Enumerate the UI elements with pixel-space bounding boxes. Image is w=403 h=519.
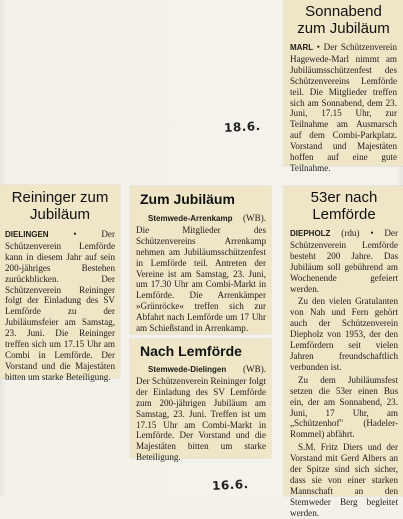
headline: 53er nach Lemförde	[310, 189, 378, 223]
source: (WB).	[243, 364, 266, 374]
clipping-53er-nach-lemfoerde	[284, 186, 403, 518]
article-text: • Der Schützenverein Lemförde besteht 200 Jahre. Das Jubiläum soll gebührend am Wochenende gefeiert werden.	[290, 228, 398, 294]
handwritten-date-bottom: 16.6.	[211, 477, 250, 493]
headline: Zum Jubiläum	[140, 191, 235, 207]
dateline: DIELINGEN	[5, 230, 49, 239]
headline: Reininger zum Jubiläum	[11, 189, 109, 223]
article-paragraph-1	[290, 228, 398, 294]
article-text: Der Schützenverein Reininger folgt der Einladung des SV Lemförde zum 200-jährigen Jubiläum am Samstag, 23. Juni. Treffen ist um 17.15 Uhr am Combi-Markt in Lemförde. Der Vorstand und die Majestäten bitten um starke Beteiligung.	[136, 375, 266, 463]
article-body	[290, 42, 397, 174]
dateline: MARL	[290, 43, 314, 52]
clipping-reininger-zum-jubilaeum	[0, 185, 120, 382]
clipping-zum-jubilaeum	[130, 186, 271, 334]
article-body	[136, 364, 266, 463]
article-text: • Der Schützenverein Hagewede-Marl nimmt am Jubiläumsschützenfest des Schützenvereins Lemförde teil. Die Mitglieder treffen sich am Sonnabend, dem 23. Juni, 17.15 Uhr, zur Teilnahme am Ausmarsch auf dem Combi-Parkplatz. Vorstand und Majestäten hoffen auf eine gute Teilnahme.	[290, 42, 397, 173]
article-paragraph-2: Zu den vielen Gratulanten von Nah und Fern gehört auch der Schützenverein Diepholz von 1953, der den Lemfördern seit vielen Jahren freundschaftlich verbunden ist.	[290, 296, 398, 372]
article-paragraph-3: Zu dem Jubiläumsfest setzen die 53er einen Bus ein, der am Sonnabend, 23. Juni, 17 Uhr, am „Schützenhof" (Hadeler-Rommel) abfährt.	[290, 374, 398, 440]
dateline: Stemwede-Dielingen	[148, 365, 227, 374]
article-body	[5, 229, 115, 383]
dateline: DIEPHOLZ	[290, 229, 331, 238]
headline: Nach Lemförde	[140, 343, 242, 359]
article-paragraph-4: S.M. Fritz Diers und der Vorstand mit Gerd Albers an der Spitze sind sich sicher, dass sie von einer starken Mannschaft an den Stemweder Berg begleitet werden.	[290, 442, 398, 518]
article-text: • Der Schützenverein Lemförde kann in diesem Jahr auf sein 200-jähriges Bestehen zurückblicken. Der Schützenverein Reininger folgt der Einladung des SV Lemförde zu der Jubiläumsfeier am Samstag, 23. Juni. Die Reininger treffen sich um 17.15 Uhr am Combi in Lemförde. Der Vorstand und die Majestäten bitten um starke Beteiligung.	[5, 229, 115, 382]
source: (rdu)	[341, 228, 360, 238]
article-body	[136, 213, 266, 334]
clipping-sonnabend-zum-jubilaeum	[284, 0, 403, 173]
article-text: Die Mitglieder des Schützenvereins Arrenkamp nehmen am Jubiläumsschützenfest in Lemförde teil. Antreten der Vereine ist am Samstag, 23. Juni, um 17.30 Uhr am Combi-Markt in Lemförde. Die Arrenkämper »Grünröcke« treffen sich zur Abfahrt nach Lemförde um 17 Uhr am Schießstand in Arrenkamp.	[136, 224, 266, 334]
source: (WB).	[243, 213, 266, 223]
clipping-nach-lemfoerde	[130, 339, 271, 463]
dateline: Stemwede-Arrenkamp	[148, 214, 233, 223]
headline: Sonnabend zum Jubiläum	[297, 3, 390, 37]
handwritten-date-top: 18.6.	[223, 119, 262, 135]
